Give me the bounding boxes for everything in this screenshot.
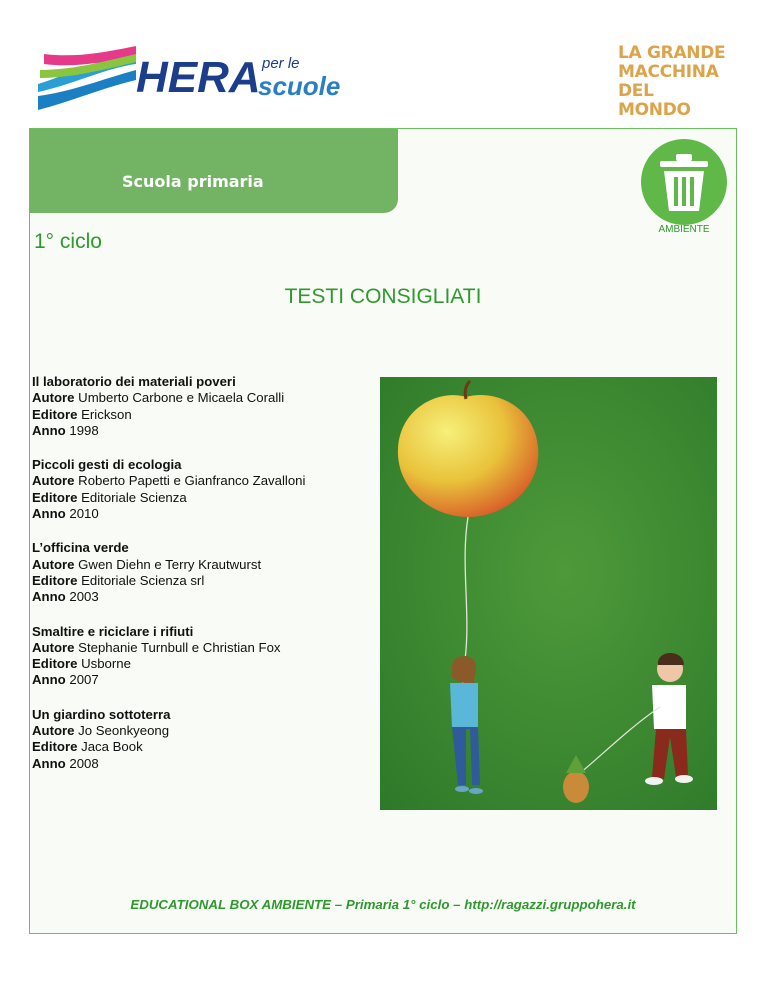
book-publisher-line: Editore Usborne bbox=[32, 656, 131, 672]
grande-line-3: DEL MONDO bbox=[618, 81, 691, 120]
book-author: Jo Seonkyeong bbox=[78, 723, 170, 739]
hera-wave-mark bbox=[38, 46, 136, 110]
hera-per-le-scuole-logo bbox=[36, 40, 356, 116]
book-publisher-line: Editore Editoriale Scienza srl bbox=[32, 572, 205, 588]
hera-brand-text: HERA bbox=[136, 53, 261, 102]
recycle-bin-icon bbox=[638, 139, 730, 233]
book-author-line: Autore Gwen Diehn e Terry Krautwurst bbox=[32, 556, 262, 572]
book-year: 1998 bbox=[69, 422, 99, 438]
book-title: Il laboratorio dei materiali poveri bbox=[32, 374, 236, 389]
book-entry bbox=[32, 457, 372, 522]
page-title: TESTI CONSIGLIATI bbox=[284, 285, 482, 308]
book-publisher: Editoriale Scienza bbox=[81, 489, 187, 505]
cycle-heading: 1° ciclo bbox=[34, 230, 102, 253]
book-year: 2003 bbox=[69, 589, 99, 605]
book-title: Piccoli gesti di ecologia bbox=[32, 457, 182, 473]
book-entry bbox=[32, 707, 372, 772]
book-author: Stephanie Turnbull e Christian Fox bbox=[78, 639, 281, 655]
book-year-line: Anno 1998 bbox=[32, 422, 99, 438]
book-entry bbox=[32, 374, 372, 439]
book-year-line: Anno 2007 bbox=[32, 672, 99, 688]
book-publisher: Usborne bbox=[81, 656, 131, 672]
ambiente-label: AMBIENTE bbox=[658, 224, 710, 233]
apple-balloon-illustration bbox=[380, 377, 717, 810]
la-grande-macchina-logo bbox=[618, 44, 728, 120]
book-publisher: Editoriale Scienza srl bbox=[81, 572, 205, 588]
book-year: 2007 bbox=[69, 672, 99, 688]
book-publisher: Jaca Book bbox=[81, 739, 143, 755]
book-publisher: Erickson bbox=[81, 406, 132, 422]
book-author-line: Autore Umberto Carbone e Micaela Coralli bbox=[32, 390, 285, 406]
book-author-line: Autore Jo Seonkyeong bbox=[32, 723, 170, 739]
book-list bbox=[32, 374, 372, 790]
book-publisher-line: Editore Jaca Book bbox=[32, 739, 143, 755]
book-author: Roberto Papetti e Gianfranco Zavalloni bbox=[78, 473, 306, 489]
footer-text: EDUCATIONAL BOX AMBIENTE – Primaria 1° ciclo – http://ragazzi.gruppohera.it bbox=[130, 897, 636, 912]
section-tab-label: Scuola primaria bbox=[122, 172, 264, 191]
book-publisher-line: Editore Editoriale Scienza bbox=[32, 489, 187, 505]
book-author: Gwen Diehn e Terry Krautwurst bbox=[78, 556, 262, 572]
book-author-line: Autore Roberto Papetti e Gianfranco Zavalloni bbox=[32, 473, 306, 489]
book-entry bbox=[32, 624, 372, 689]
book-year: 2010 bbox=[69, 506, 99, 522]
book-title: Un giardino sottoterra bbox=[32, 706, 171, 722]
content-frame bbox=[29, 128, 737, 934]
scuole-text: scuole bbox=[258, 71, 341, 101]
book-year-line: Anno 2003 bbox=[32, 589, 99, 605]
book-entry bbox=[32, 540, 372, 605]
book-title: L’officina verde bbox=[32, 540, 129, 556]
book-title: Smaltire e riciclare i rifiuti bbox=[32, 623, 194, 639]
section-tab bbox=[30, 129, 398, 213]
book-publisher-line: Editore Erickson bbox=[32, 406, 132, 422]
book-author: Umberto Carbone e Micaela Coralli bbox=[78, 390, 285, 406]
grande-line-1: LA GRANDE bbox=[618, 43, 726, 63]
grande-line-2: MACCHINA bbox=[618, 62, 719, 82]
book-year: 2008 bbox=[69, 755, 99, 771]
book-year-line: Anno 2010 bbox=[32, 506, 99, 522]
book-author-line: Autore Stephanie Turnbull e Christian Fox bbox=[32, 639, 281, 655]
per-le-text: per le bbox=[262, 55, 300, 72]
book-year-line: Anno 2008 bbox=[32, 755, 99, 771]
